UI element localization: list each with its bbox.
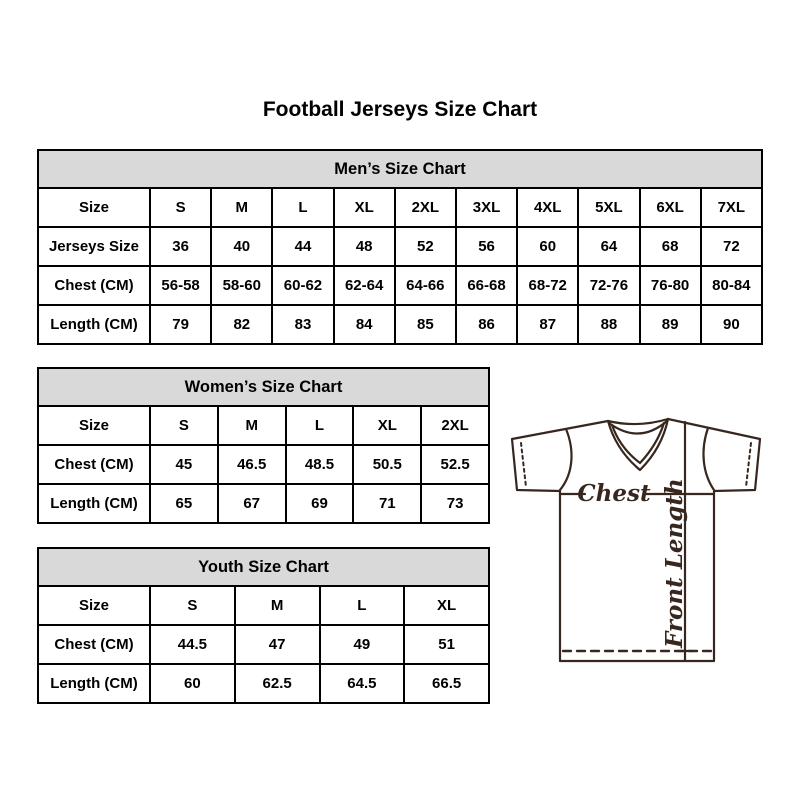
mens-size-col-header: L [272,188,333,227]
mens-cell: 40 [211,227,272,266]
mens-cell: 58-60 [211,266,272,305]
mens-size-col-header: 5XL [578,188,639,227]
jersey-outline [512,419,760,661]
youth-cell: 51 [404,625,489,664]
mens-cell: 56-58 [150,266,211,305]
womens-cell: 73 [421,484,489,523]
womens-cell: 52.5 [421,445,489,484]
mens-cell: 86 [456,305,517,344]
left-cuff-stitch-line [521,443,526,487]
mens-cell: 84 [334,305,395,344]
mens-cell: 64-66 [395,266,456,305]
womens-cell: 71 [353,484,421,523]
youth-cell: 49 [320,625,405,664]
youth-size-table [37,547,490,704]
mens-cell: 68 [640,227,701,266]
right-cuff-stitch-line [746,443,751,487]
mens-cell: 79 [150,305,211,344]
womens-cell: 67 [218,484,286,523]
mens-size-table [37,149,763,345]
mens-cell: 64 [578,227,639,266]
mens-cell: 85 [395,305,456,344]
youth-size-col-header: M [235,586,320,625]
mens-size-row [38,188,762,227]
jersey-diagram-svg [500,398,780,678]
mens-cell: 62-64 [334,266,395,305]
mens-cell: 66-68 [456,266,517,305]
youth-cell: 44.5 [150,625,235,664]
womens-size-col-header: XL [353,406,421,445]
youth-table-header-row [38,548,489,586]
womens-size-col-header: M [218,406,286,445]
mens-table-header-row [38,150,762,188]
mens-table-title: Men’s Size Chart [38,150,762,188]
womens-cell: 46.5 [218,445,286,484]
womens-row-label: Chest (CM) [38,445,150,484]
page-title: Football Jerseys Size Chart [262,98,538,121]
youth-data-row [38,664,489,703]
mens-data-row [38,227,762,266]
womens-data-row [38,445,489,484]
womens-size-col-header: L [286,406,354,445]
youth-size-row [38,586,489,625]
mens-cell: 72 [701,227,762,266]
youth-size-col-header: S [150,586,235,625]
mens-size-col-header: M [211,188,272,227]
mens-size-col-header: 2XL [395,188,456,227]
jersey-collar-top [608,419,668,424]
mens-row-label: Length (CM) [38,305,150,344]
mens-cell: 90 [701,305,762,344]
youth-cell: 47 [235,625,320,664]
womens-size-col-header: 2XL [421,406,489,445]
mens-cell: 60 [517,227,578,266]
youth-table-title: Youth Size Chart [38,548,489,586]
youth-cell: 64.5 [320,664,405,703]
mens-data-row [38,305,762,344]
mens-size-col-header: 3XL [456,188,517,227]
mens-cell: 82 [211,305,272,344]
mens-size-label: Size [38,188,150,227]
mens-cell: 44 [272,227,333,266]
youth-cell: 62.5 [235,664,320,703]
mens-cell: 89 [640,305,701,344]
youth-size-label: Size [38,586,150,625]
mens-size-col-header: XL [334,188,395,227]
womens-data-row [38,484,489,523]
jersey-measurement-diagram [500,398,780,678]
womens-cell: 45 [150,445,218,484]
mens-cell: 56 [456,227,517,266]
womens-row-label: Length (CM) [38,484,150,523]
womens-table-header-row [38,368,489,406]
mens-row-label: Chest (CM) [38,266,150,305]
jersey-left-seam [560,429,572,490]
mens-cell: 52 [395,227,456,266]
womens-size-table [37,367,490,524]
front-length-label: Front Length [661,478,688,648]
mens-size-col-header: 7XL [701,188,762,227]
youth-size-col-header: L [320,586,405,625]
mens-size-col-header: S [150,188,211,227]
mens-cell: 36 [150,227,211,266]
womens-cell: 69 [286,484,354,523]
womens-cell: 65 [150,484,218,523]
mens-cell: 76-80 [640,266,701,305]
mens-cell: 80-84 [701,266,762,305]
youth-size-col-header: XL [404,586,489,625]
womens-cell: 50.5 [353,445,421,484]
youth-cell: 66.5 [404,664,489,703]
womens-size-label: Size [38,406,150,445]
mens-size-col-header: 6XL [640,188,701,227]
mens-cell: 72-76 [578,266,639,305]
womens-cell: 48.5 [286,445,354,484]
mens-cell: 60-62 [272,266,333,305]
mens-cell: 87 [517,305,578,344]
mens-cell: 68-72 [517,266,578,305]
youth-data-row [38,625,489,664]
youth-row-label: Length (CM) [38,664,150,703]
mens-size-col-header: 4XL [517,188,578,227]
youth-row-label: Chest (CM) [38,625,150,664]
jersey-right-seam [703,428,714,490]
mens-cell: 88 [578,305,639,344]
mens-cell: 83 [272,305,333,344]
womens-table-title: Women’s Size Chart [38,368,489,406]
youth-cell: 60 [150,664,235,703]
womens-size-col-header: S [150,406,218,445]
chest-label: Chest [577,480,651,507]
mens-data-row [38,266,762,305]
mens-row-label: Jerseys Size [38,227,150,266]
mens-cell: 48 [334,227,395,266]
womens-size-row [38,406,489,445]
